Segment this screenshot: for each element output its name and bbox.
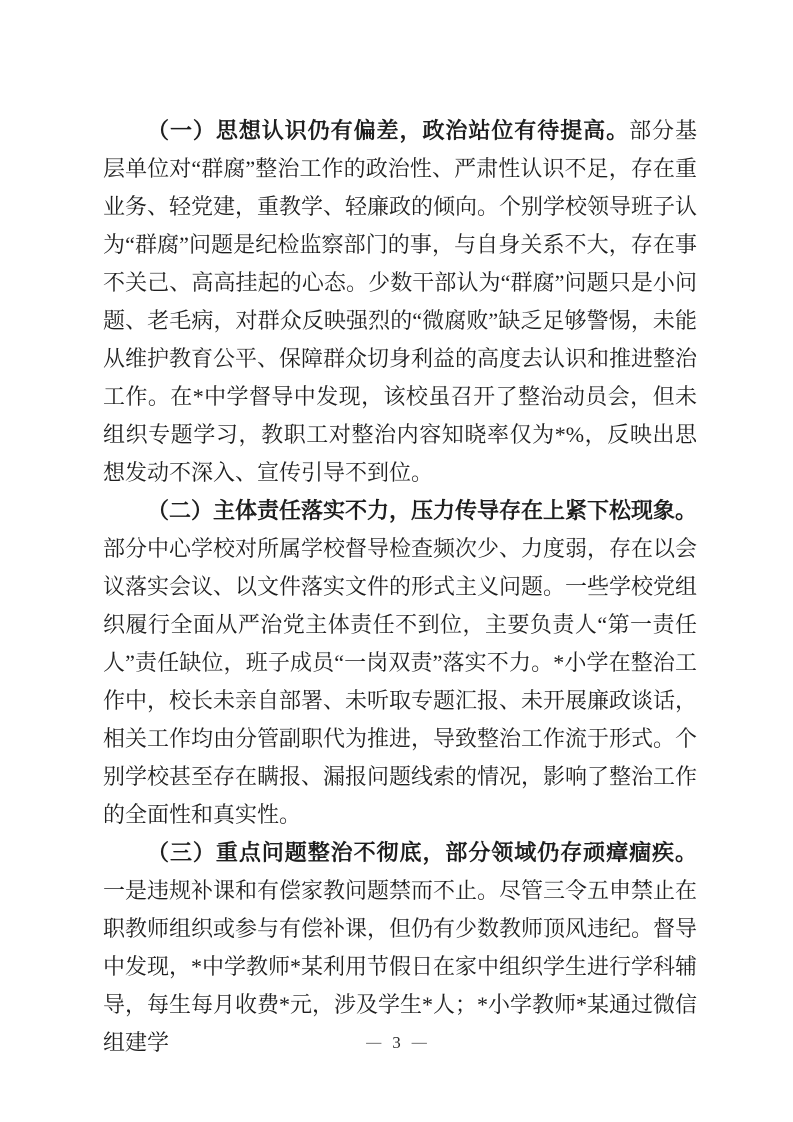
paragraph-3 bbox=[103, 834, 697, 1062]
paragraph-3-text: 一是违规补课和有偿家教问题禁而不止。尽管三令五申禁止在职教师组织或参与有偿补课，但仍有少数教师顶风违纪。督导中发现，*中学教师*某利用节假日在家中组织学生进行学科辅导，每生每月收费*元，涉及学生*人；*小学教师*某通过微信组建学 bbox=[103, 878, 698, 1055]
paragraph-2 bbox=[103, 492, 697, 834]
footer-dash-left: — bbox=[365, 1033, 383, 1053]
paragraph-1 bbox=[103, 112, 697, 492]
paragraph-2-heading: （二）主体责任落实不力，压力传导存在上紧下松现象。 bbox=[147, 498, 698, 523]
paragraph-2-text: 部分中心学校对所属学校督导检查频次少、力度弱，存在以会议落实会议、以文件落实文件的形式主义问题。一些学校党组织履行全面从严治党主体责任不到位，主要负责人“第一责任人”责任缺位，班子成员“一岗双责”落实不力。*小学在整治工作中，校长未亲自部署、未听取专题汇报、未开展廉政谈话，相关工作均由分管副职代为推进，导致整治工作流于形式。个别学校甚至存在瞒报、漏报问题线索的情况，影响了整治工作的全面性和真实性。 bbox=[103, 536, 698, 827]
paragraph-1-text: 部分基层单位对“群腐”整治工作的政治性、严肃性认识不足，存在重业务、轻党建，重教学、轻廉政的倾向。个别学校领导班子认为“群腐”问题是纪检监察部门的事，与自身关系不大，存在事不关己、高高挂起的心态。少数干部认为“群腐”问题只是小问题、老毛病，对群众反映强烈的“微腐败”缺乏足够警惕，未能从维护教育公平、保障群众切身利益的高度去认识和推进整治工作。在*中学督导中发现，该校虽召开了整治动员会，但未组织专题学习，教职工对整治内容知晓率仅为*%，反映出思想发动不深入、宣传引导不到位。 bbox=[103, 118, 698, 485]
footer-dash-right: — bbox=[410, 1033, 428, 1053]
paragraph-1-heading: （一）思想认识仍有偏差，政治站位有待提高。 bbox=[147, 118, 630, 143]
page-footer bbox=[0, 1031, 793, 1055]
document-body bbox=[103, 112, 697, 1062]
paragraph-3-heading: （三）重点问题整治不彻底，部分领域仍存顽瘴痼疾。 bbox=[147, 840, 697, 865]
page-number: 3 bbox=[392, 1033, 401, 1052]
